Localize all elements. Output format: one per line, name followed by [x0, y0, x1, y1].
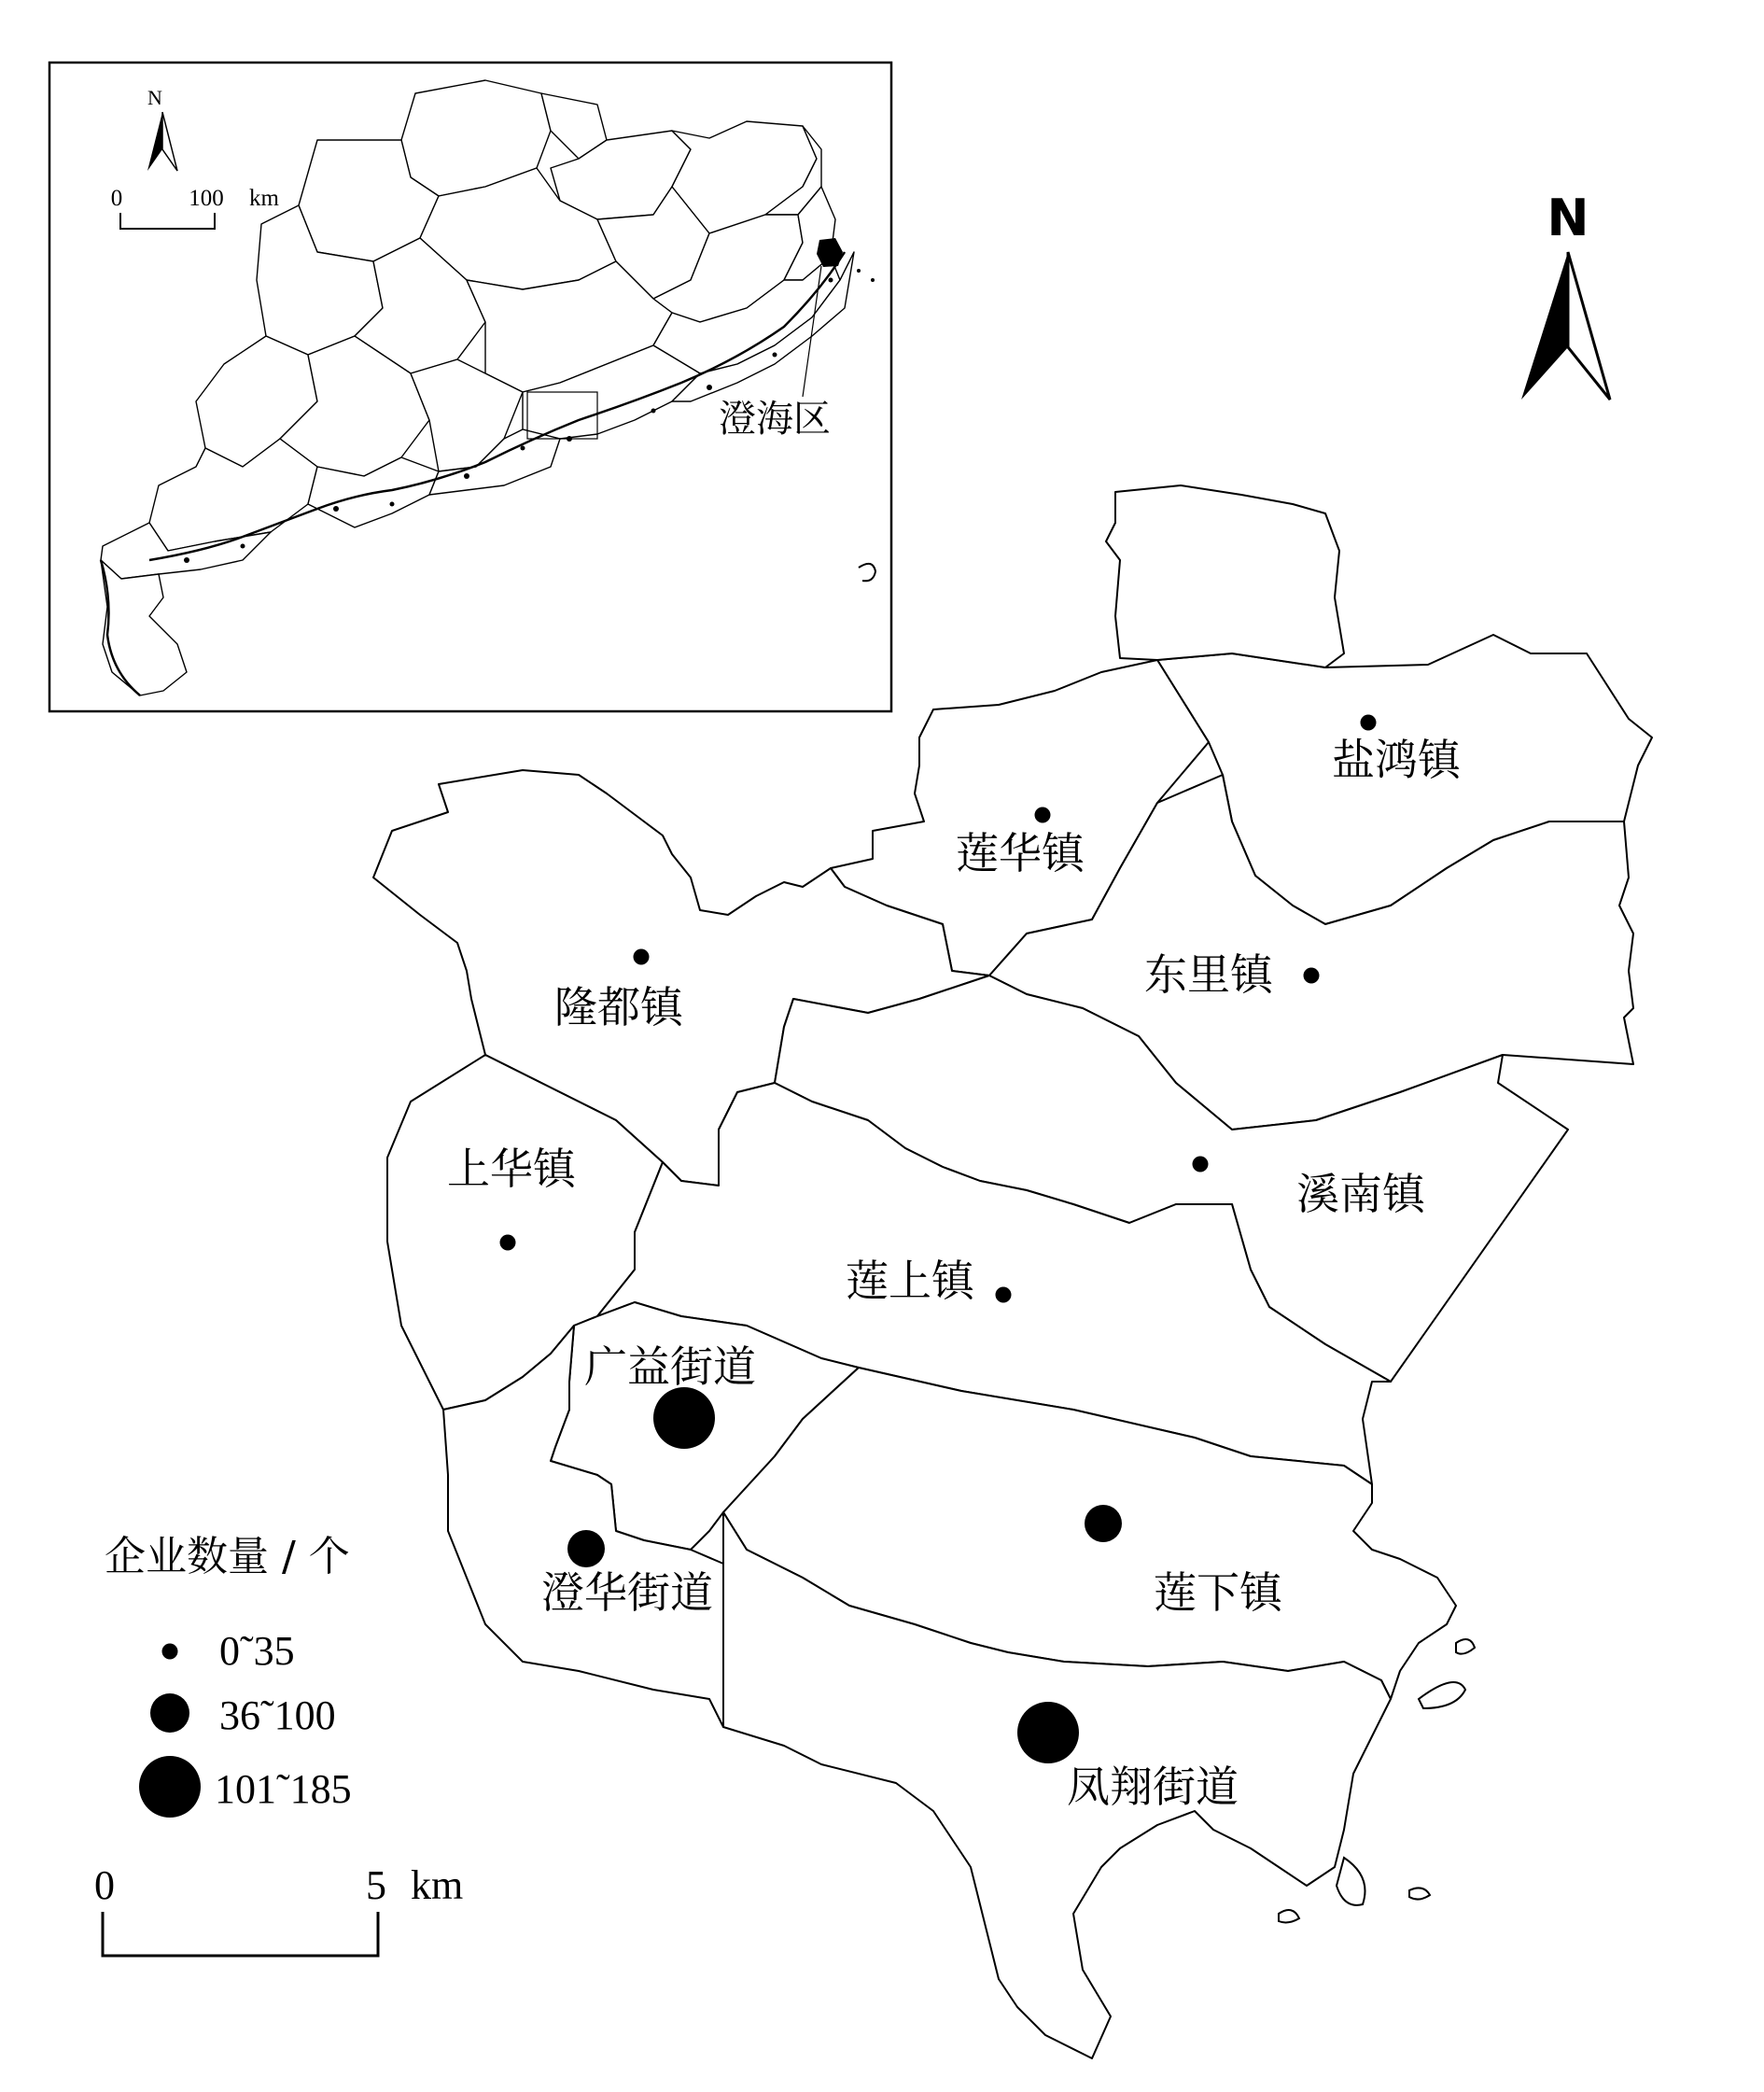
town-label: 莲华镇 [956, 828, 1085, 878]
legend-symbol-small [162, 1644, 178, 1660]
inset-island [390, 502, 395, 507]
legend-label-large: 101˜185 [215, 1766, 352, 1812]
inset-island [464, 473, 469, 479]
enterprise-marker [1085, 1505, 1122, 1542]
inset-island [651, 409, 656, 414]
island [1419, 1682, 1465, 1708]
legend-symbol-medium [150, 1693, 189, 1733]
town-label: 隆都镇 [554, 982, 683, 1032]
legend-label-small: 0˜35 [219, 1628, 295, 1674]
enterprise-marker [500, 1235, 516, 1251]
inset-scale-unit: km [249, 186, 279, 211]
legend [105, 1533, 352, 1818]
town-label: 澄华街道 [541, 1567, 713, 1618]
town-label: 东里镇 [1144, 949, 1273, 1000]
scale-label-unit: km [411, 1862, 464, 1908]
inset-scale-hundred: 100 [189, 186, 224, 211]
inset-scale-zero: 0 [110, 186, 123, 211]
enterprise-marker [653, 1387, 715, 1449]
inset-map [49, 63, 891, 711]
north-arrow [1521, 189, 1610, 400]
inset-island [184, 557, 189, 563]
north-arrow-icon [1521, 252, 1610, 400]
enterprise-marker [567, 1530, 605, 1567]
scale-bar-line [103, 1912, 378, 1956]
inset-island [829, 278, 833, 283]
town-label: 凤翔街道 [1067, 1762, 1239, 1812]
enterprise-marker [1304, 968, 1320, 984]
north-arrow-left [1521, 252, 1568, 400]
island [1456, 1639, 1475, 1654]
scale-label-zero: 0 [94, 1862, 115, 1908]
legend-symbol-large [139, 1756, 201, 1818]
legend-label-medium: 36˜100 [219, 1692, 336, 1738]
inset-callout-label: 澄海区 [719, 398, 831, 441]
region-northern-lianhua [1106, 485, 1344, 667]
district-regions [373, 485, 1652, 2058]
island [1409, 1888, 1430, 1899]
enterprise-marker [1193, 1157, 1209, 1172]
town-label: 溪南镇 [1296, 1169, 1425, 1219]
enterprise-marker [1361, 715, 1377, 731]
enterprise-marker [1035, 807, 1051, 823]
legend-title: 企业数量 / 个 [105, 1533, 350, 1580]
inset-island [871, 278, 875, 282]
scale-label-five: 5 [366, 1862, 386, 1908]
inset-island [241, 544, 245, 549]
inset-island [521, 446, 525, 451]
town-label: 广益街道 [584, 1341, 756, 1392]
north-arrow-right [1568, 252, 1610, 400]
island [1279, 1910, 1299, 1922]
inset-island [707, 385, 712, 390]
scale-bar [94, 1862, 463, 1956]
enterprise-marker [1017, 1702, 1079, 1763]
enterprise-marker [996, 1287, 1012, 1303]
island [1337, 1858, 1365, 1905]
town-label: 上华镇 [447, 1144, 576, 1194]
north-label: N [1547, 189, 1589, 247]
town-label: 莲上镇 [846, 1256, 974, 1306]
inset-island [773, 353, 777, 358]
town-label: 莲下镇 [1154, 1567, 1282, 1618]
enterprise-marker [634, 949, 650, 965]
inset-island [333, 506, 339, 512]
inset-north-label: N [147, 86, 162, 109]
town-label: 盐鸿镇 [1332, 735, 1461, 785]
inset-island [857, 269, 861, 273]
